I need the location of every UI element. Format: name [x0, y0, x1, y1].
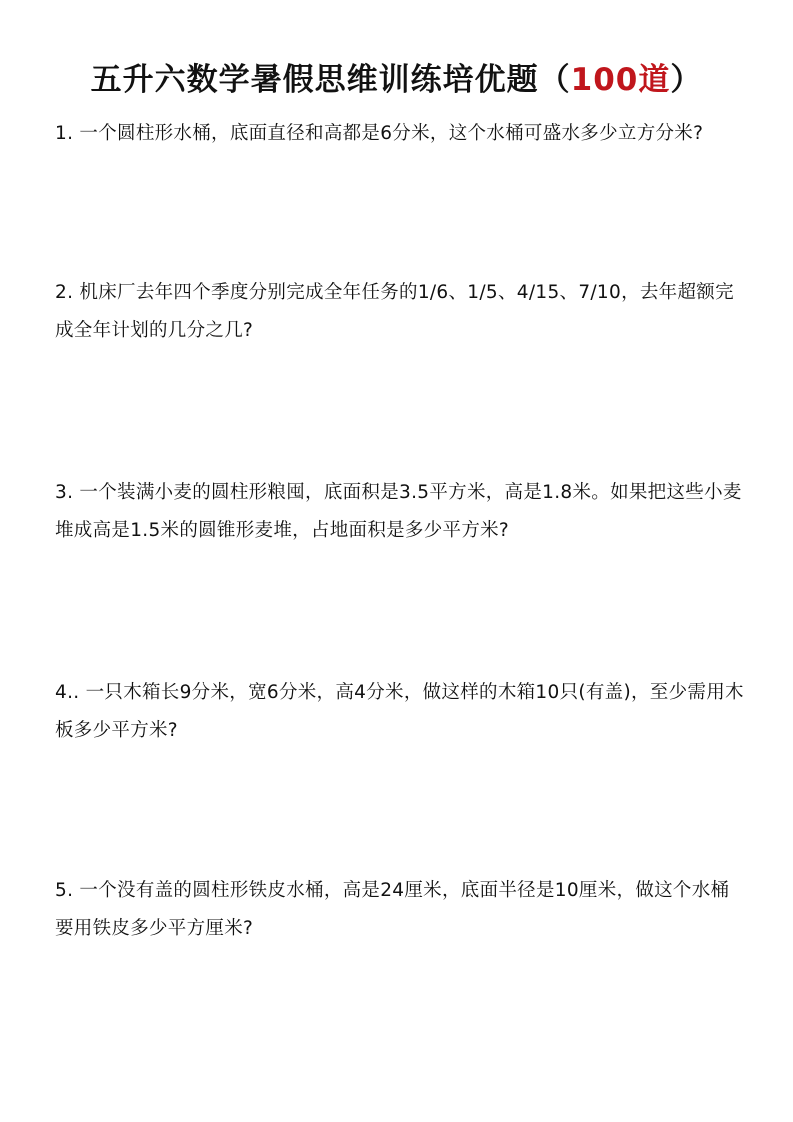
- title-close-paren: ）: [670, 62, 703, 98]
- question-3: 3. 一个装满小麦的圆柱形粮囤，底面积是3.5平方米，高是1.8米。如果把这些小麦堆成高是1.5米的圆锥形麦堆，占地面积是多少平方米?: [55, 482, 742, 541]
- title-count-highlight: 100道: [570, 62, 671, 98]
- question-4: 4.. 一只木箱长9分米，宽6分米，高4分米，做这样的木箱10只(有盖)，至少需用木板多少平方米?: [55, 682, 744, 741]
- question-2: 2. 机床厂去年四个季度分别完成全年任务的1/6、1/5、4/15、7/10，去年超额完成全年计划的几分之几?: [55, 282, 734, 341]
- page-title: [0, 58, 793, 102]
- question-1: 1. 一个圆柱形水桶，底面直径和高都是6分米，这个水桶可盛水多少立方分米?: [55, 123, 704, 144]
- question-5: 5. 一个没有盖的圆柱形铁皮水桶，高是24厘米，底面半径是10厘米，做这个水桶要用铁皮多少平方厘米?: [55, 880, 730, 939]
- title-main: 五升六数学暑假思维训练培优题（: [90, 62, 571, 98]
